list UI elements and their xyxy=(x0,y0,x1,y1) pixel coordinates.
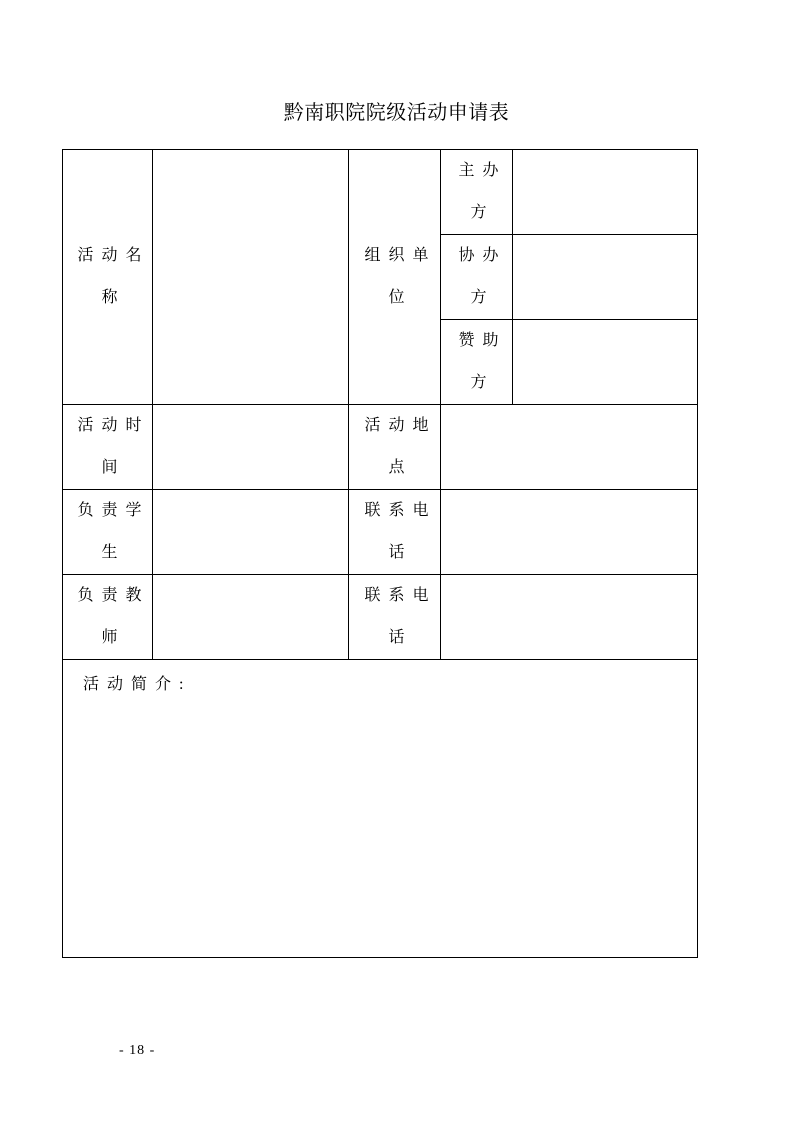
co-organizer-label: 协办方 xyxy=(441,235,513,320)
co-organizer-value-cell[interactable] xyxy=(513,235,698,320)
page-number: - 18 - xyxy=(119,1043,156,1058)
activity-time-value-cell[interactable] xyxy=(153,405,349,490)
activity-intro-label: 活动简介: xyxy=(83,676,192,693)
activity-name-value-cell[interactable] xyxy=(153,150,349,405)
student-phone-label: 联系电话 xyxy=(349,490,441,575)
teacher-phone-label: 联系电话 xyxy=(349,575,441,660)
organizer-label: 组织单位 xyxy=(349,150,441,405)
student-in-charge-value-cell[interactable] xyxy=(153,490,349,575)
activity-intro-cell[interactable] xyxy=(63,660,698,958)
teacher-in-charge-label: 负责教师 xyxy=(63,575,153,660)
activity-place-label: 活动地点 xyxy=(349,405,441,490)
host-party-label: 主办方 xyxy=(441,150,513,235)
student-phone-value-cell[interactable] xyxy=(441,490,698,575)
activity-place-value-cell[interactable] xyxy=(441,405,698,490)
teacher-in-charge-value-cell[interactable] xyxy=(153,575,349,660)
teacher-phone-value-cell[interactable] xyxy=(441,575,698,660)
page-title: 黔南职院院级活动申请表 xyxy=(283,102,510,124)
activity-application-table xyxy=(62,149,698,958)
sponsor-value-cell[interactable] xyxy=(513,320,698,405)
student-in-charge-label: 负责学生 xyxy=(63,490,153,575)
sponsor-label: 赞助方 xyxy=(441,320,513,405)
host-party-value-cell[interactable] xyxy=(513,150,698,235)
activity-name-label: 活动名称 xyxy=(63,150,153,405)
activity-time-label: 活动时间 xyxy=(63,405,153,490)
